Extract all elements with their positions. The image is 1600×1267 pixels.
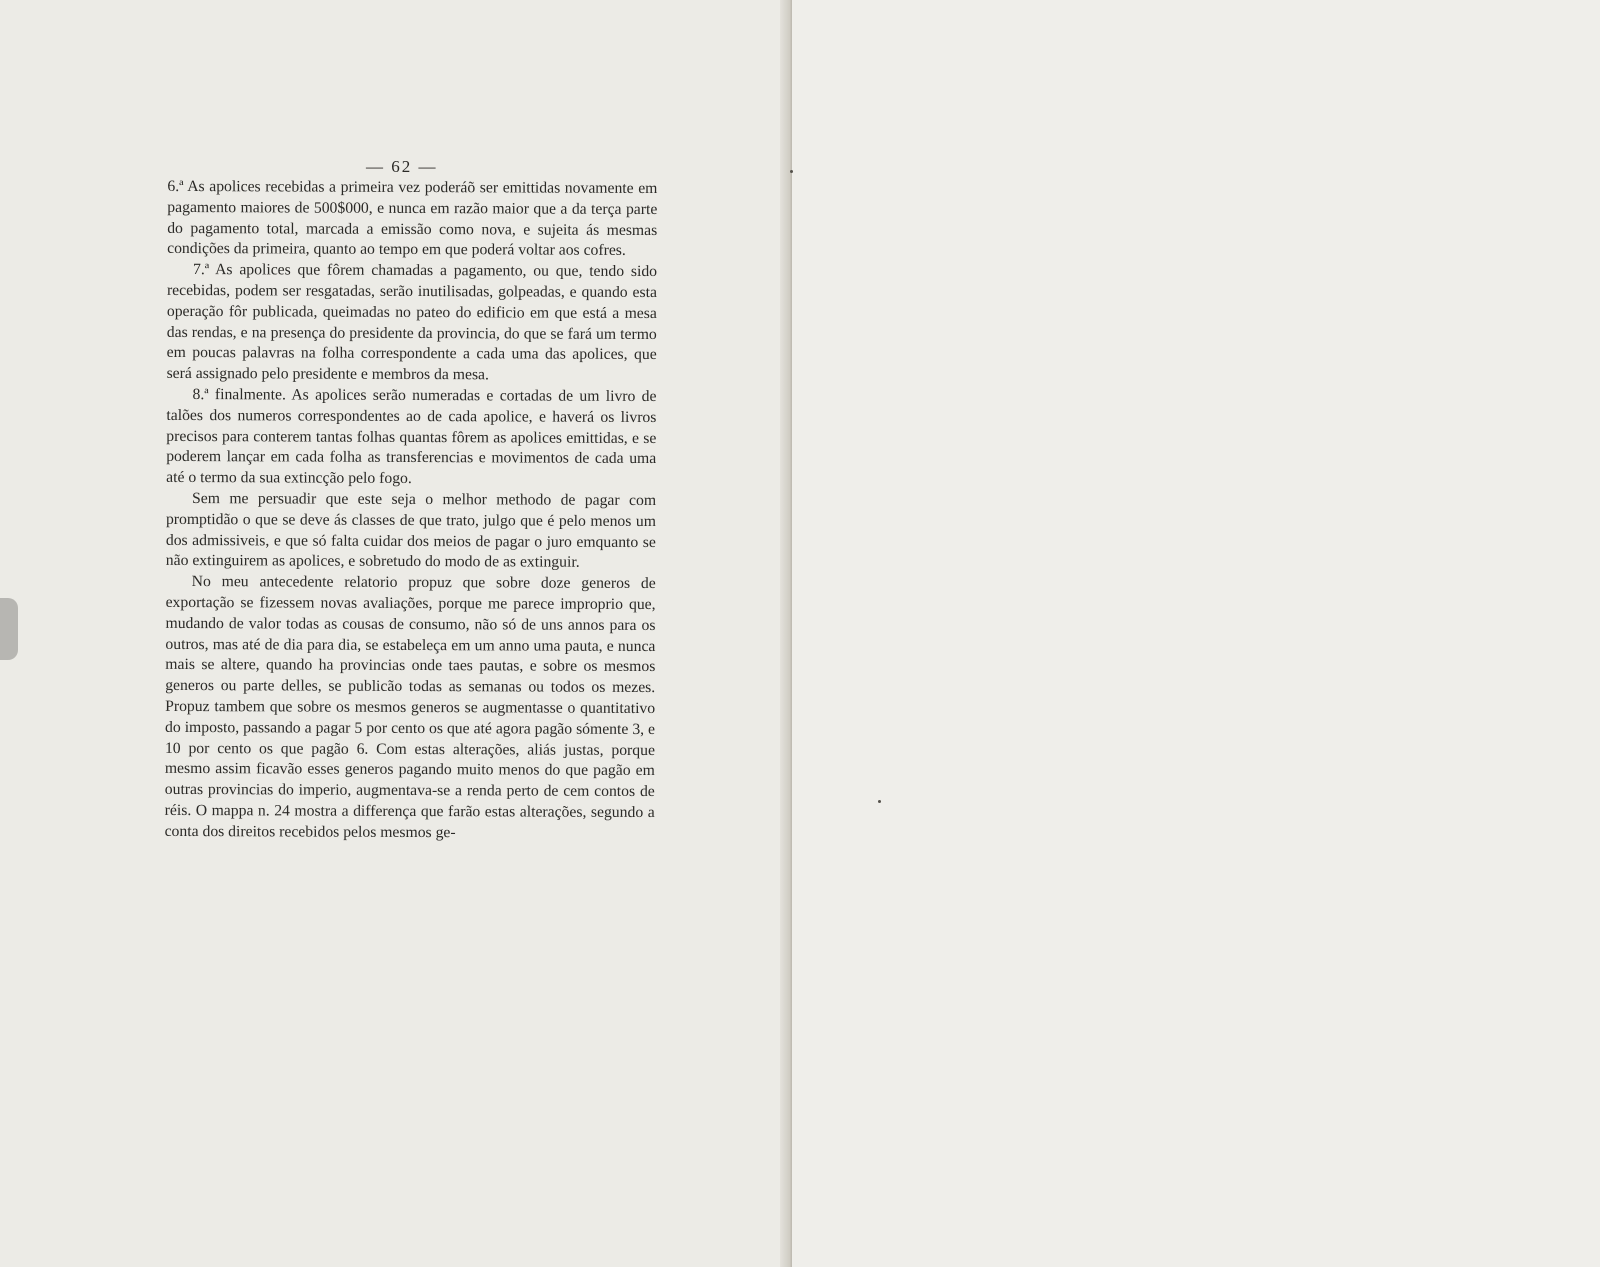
margin-speck — [790, 170, 793, 173]
paragraph-item-8: 8.ª finalmente. As apolices serão numeradas e cortadas de um livro de talões dos numeros correspondentes ao de cada apolice, e haverá os livros precisos para conterem tantas folhas quantas fôrem as apolices emittidas, e se poderem lançar em cada folha as transferencias e movimentos de cada uma até o termo da sua extincção pelo fogo. — [166, 386, 657, 488]
paragraph-method: Sem me persuadir que este seja o melhor methodo de pagar com promptidão o que se deve ás classes de que trato, julgo que é pelo menos um dos admissiveis, e que só falta cuidar dos meios de pagar o juro emquanto se não extinguirem as apolices, e sobretudo do modo de as extinguir. — [165, 489, 657, 572]
left-page — [0, 0, 792, 1267]
paragraph-item-6: 6.ª As apolices recebidas a primeira vez poderáõ ser emittidas novamente em pagamento maiores de 500$000, e nunca em razão maior que a da terça parte do pagamento total, marcada a emissão como nova, e sujeita ás mesmas condições da primeira, quanto ao tempo em que poderá voltar aos cofres. — [167, 177, 658, 260]
left-folio: — 62 — — [366, 157, 438, 176]
paragraph-report: No meu antecedente relatorio propuz que sobre doze generos de exportação se fizessem novas avaliações, porque me parece improprio que, mudando de valor todas as cousas de consumo, não só de uns annos para os outros, mas até de dia para dia, se estabeleça em um anno uma pauta, e nunca mais se altere, quando ha provincias onde taes pautas, e sobre os mesmos generos ou parte delles, se publicão todas as semanas ou todos os mezes. Propuz tambem que sobre os mesmos generos se augmentasse o quantitativo do imposto, passando a pagar 5 por cento os que até agora pagão sómente 3, e 10 por cento os que pagão 6. Com estas alterações, aliás justas, porque mesmo assim ficavão esses generos pagando muito menos do que pagão em outras provincias do imperio, augmentava-se a renda perto de cem contos de réis. O mappa n. 24 mostra a differença que farão estas alterações, segundo a conta dos direitos recebidos pelos mesmos ge- — [164, 573, 656, 841]
paragraph-item-7: 7.ª As apolices que fôrem chamadas a pagamento, ou que, tendo sido recebidas, podem ser resgatadas, serão inutilisadas, golpeadas, e quando esta operação fôr publicada, queimadas no pateo do edificio em que está a mesa das rendas, e na presença do presidente da provincia, do que se fará um termo em poucas palavras na folha correspondente a cada uma das apolices, que será assignado pelo presidente e membros da mesa. — [166, 261, 658, 384]
page-tab — [0, 598, 18, 660]
right-page — [792, 0, 1600, 1267]
left-page-text — [165, 177, 658, 845]
margin-speck — [878, 800, 881, 803]
